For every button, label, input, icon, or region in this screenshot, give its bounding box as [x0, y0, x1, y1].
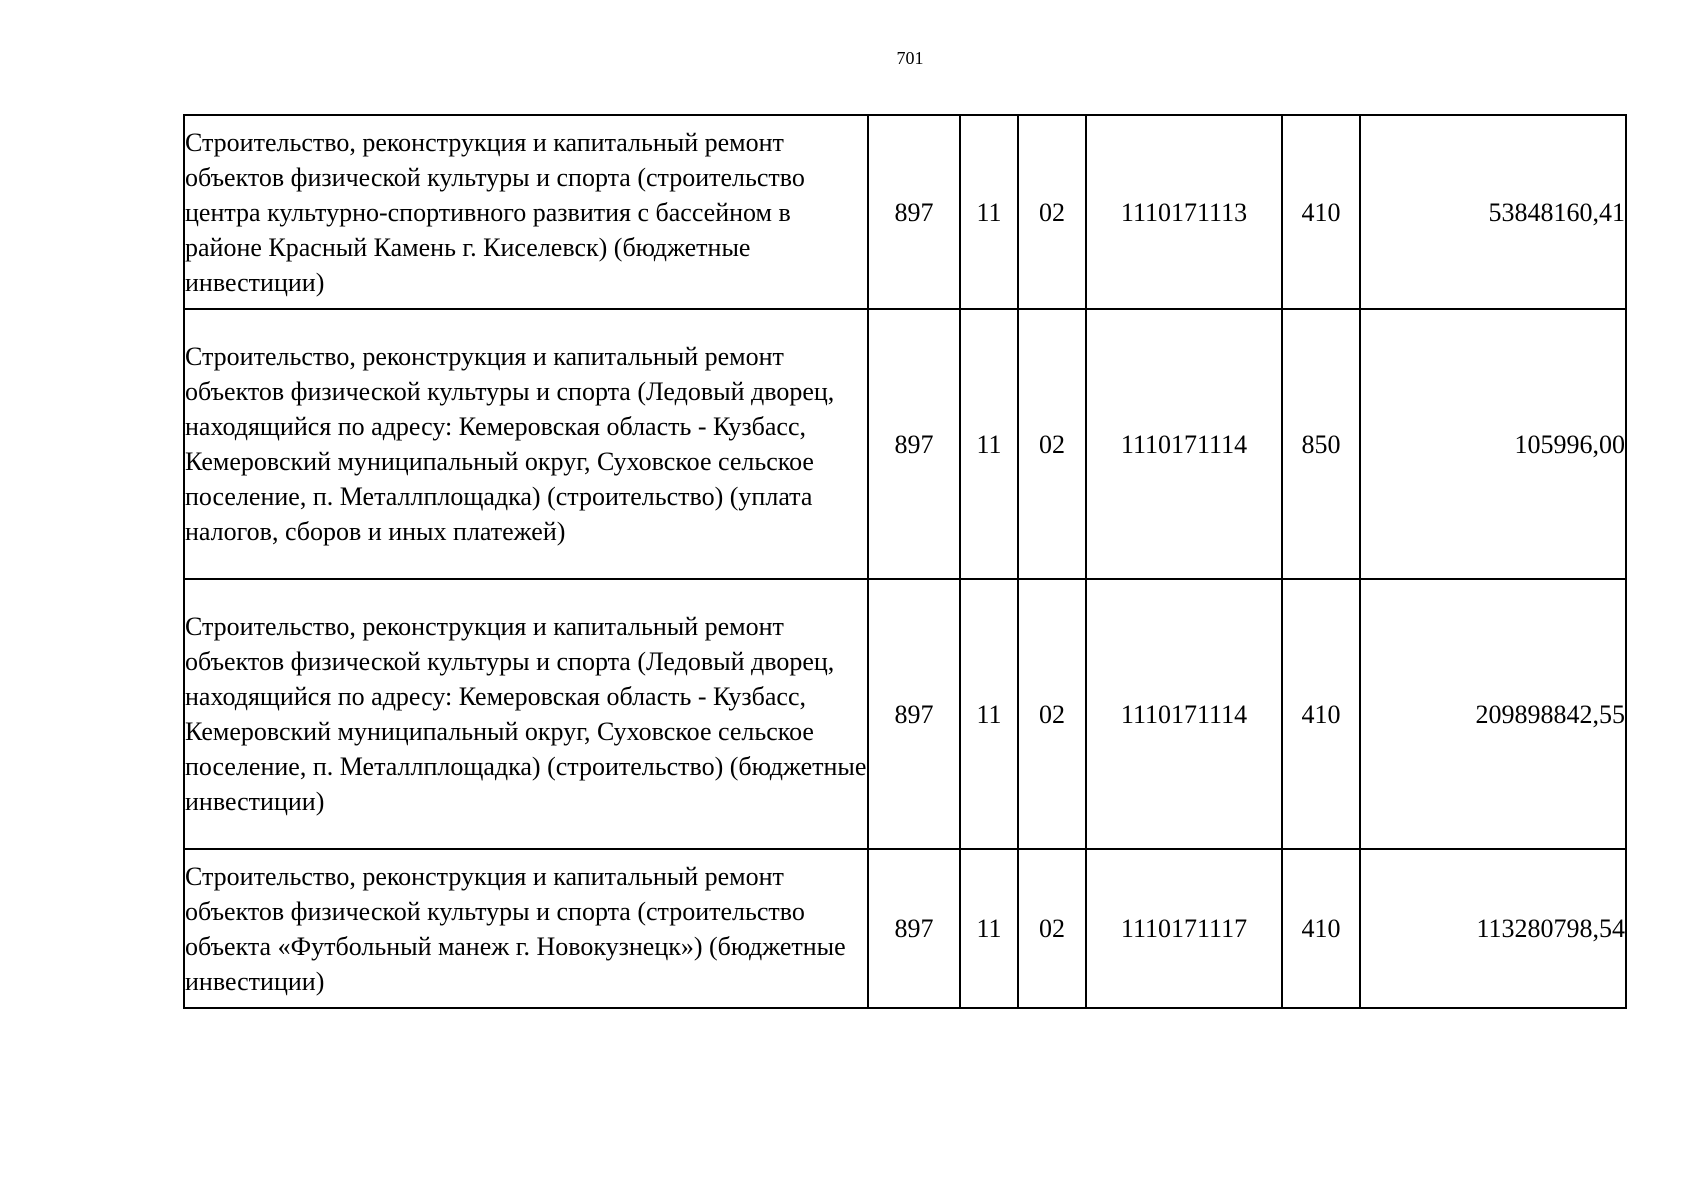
expense-type-code: 410 [1282, 579, 1360, 849]
section-code: 11 [960, 309, 1018, 579]
row-description: Строительство, реконструкция и капитальный ремонт объектов физической культуры и спорта (строительство объекта «Футбольный манеж г. Новокузнецк») (бюджетные инвестиции) [184, 849, 868, 1008]
amount-value: 105996,00 [1360, 309, 1626, 579]
row-description: Строительство, реконструкция и капитальный ремонт объектов физической культуры и спорта (Ледовый дворец, находящийся по адресу: Кемеровская область - Кузбасс, Кемеровский муниципальный округ, Суховское сельское поселение, п. Металлплощадка) (строительство) (уплата налогов, сборов и иных платежей) [184, 309, 868, 579]
ministry-code: 897 [868, 849, 960, 1008]
expense-type-code: 410 [1282, 115, 1360, 309]
amount-value: 209898842,55 [1360, 579, 1626, 849]
section-code: 11 [960, 849, 1018, 1008]
row-description: Строительство, реконструкция и капитальный ремонт объектов физической культуры и спорта (строительство центра культурно-спортивного развития с бассейном в районе Красный Камень г. Киселевск) (бюджетные инвестиции) [184, 115, 868, 309]
table-row [184, 115, 1626, 309]
amount-value: 113280798,54 [1360, 849, 1626, 1008]
section-code: 11 [960, 115, 1018, 309]
ministry-code: 897 [868, 579, 960, 849]
expense-type-code: 410 [1282, 849, 1360, 1008]
expense-type-code: 850 [1282, 309, 1360, 579]
subsection-code: 02 [1018, 309, 1086, 579]
subsection-code: 02 [1018, 849, 1086, 1008]
row-description: Строительство, реконструкция и капитальный ремонт объектов физической культуры и спорта (Ледовый дворец, находящийся по адресу: Кемеровская область - Кузбасс, Кемеровский муниципальный округ, Суховское сельское поселение, п. Металлплощадка) (строительство) (бюджетные инвестиции) [184, 579, 868, 849]
ministry-code: 897 [868, 115, 960, 309]
target-article-code: 1110171113 [1086, 115, 1282, 309]
table-row [184, 309, 1626, 579]
target-article-code: 1110171114 [1086, 309, 1282, 579]
section-code: 11 [960, 579, 1018, 849]
subsection-code: 02 [1018, 115, 1086, 309]
amount-value: 53848160,41 [1360, 115, 1626, 309]
subsection-code: 02 [1018, 579, 1086, 849]
table-row [184, 849, 1626, 1008]
target-article-code: 1110171114 [1086, 579, 1282, 849]
budget-table [183, 114, 1627, 1009]
page-number: 701 [896, 48, 924, 68]
table-row [184, 579, 1626, 849]
ministry-code: 897 [868, 309, 960, 579]
target-article-code: 1110171117 [1086, 849, 1282, 1008]
